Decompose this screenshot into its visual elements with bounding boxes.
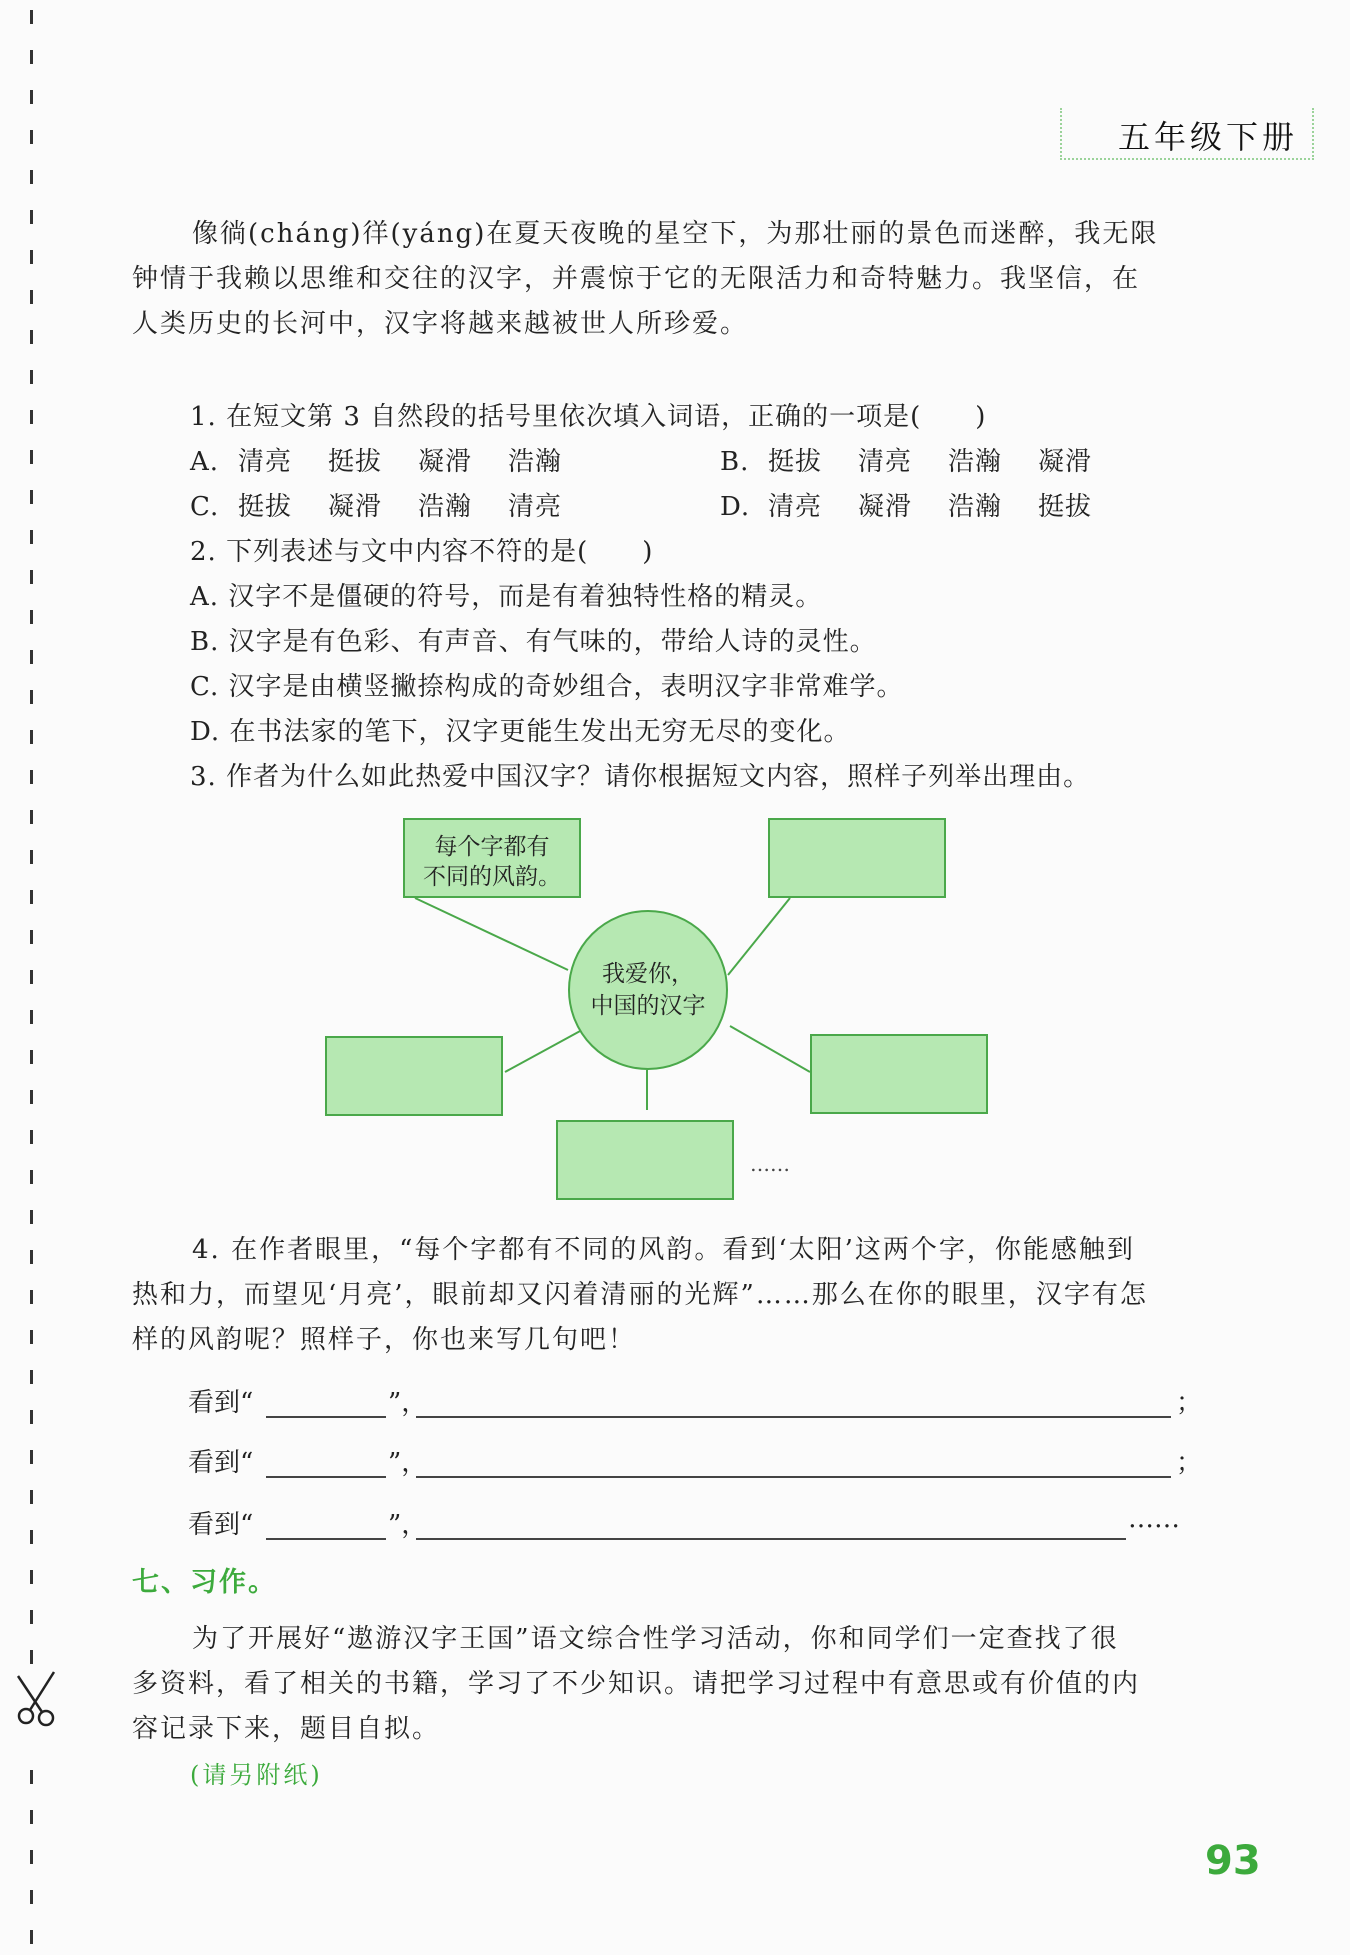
cut-line-dash bbox=[30, 90, 33, 104]
passage-line-2: 钟情于我赖以思维和交往的汉字，并震惊于它的无限活力和奇特魅力。我坚信，在 bbox=[132, 264, 1141, 294]
center-circle bbox=[568, 910, 728, 1070]
q4-line-2: 热和力，而望见‘月亮’，眼前却又闪着清丽的光辉”……那么在你的眼里，汉字有怎 bbox=[132, 1280, 1148, 1310]
cut-line-dash bbox=[30, 1050, 33, 1064]
cut-line bbox=[30, 10, 36, 1950]
cut-line-dash bbox=[30, 250, 33, 264]
fill-blank-word[interactable] bbox=[266, 1538, 386, 1540]
cut-line-dash bbox=[30, 1650, 33, 1664]
cut-line-dash bbox=[30, 850, 33, 864]
q1-option-a: A. 清亮 挺拔 凝滑 浩瀚 bbox=[190, 447, 563, 477]
fill-label: 看到“ bbox=[188, 1388, 254, 1418]
answer-box-left[interactable] bbox=[325, 1036, 503, 1116]
fill-end: ； bbox=[1176, 1388, 1203, 1418]
cut-line-dash bbox=[30, 1370, 33, 1384]
cut-line-dash bbox=[30, 610, 33, 624]
fill-row-2 bbox=[188, 1442, 1203, 1482]
cut-line-dash bbox=[30, 1410, 33, 1424]
cut-line-dash bbox=[30, 210, 33, 224]
fill-close: ”， bbox=[388, 1510, 428, 1540]
cut-line-dash bbox=[30, 1570, 33, 1584]
fill-row-3 bbox=[188, 1504, 1188, 1544]
cut-line-dash bbox=[30, 170, 33, 184]
cut-line-dash bbox=[30, 1090, 33, 1104]
cut-line-dash bbox=[30, 50, 33, 64]
scissors-icon bbox=[14, 1668, 62, 1728]
section7-line-3: 容记录下来，题目自拟。 bbox=[132, 1714, 441, 1744]
fill-end: ； bbox=[1176, 1448, 1203, 1478]
fill-blank-word[interactable] bbox=[266, 1416, 386, 1418]
cut-line-dash bbox=[30, 450, 33, 464]
q3-stem: 3. 作者为什么如此热爱中国汉字？请你根据短文内容，照样子列举出理由。 bbox=[190, 762, 1091, 792]
answer-box-right[interactable] bbox=[810, 1034, 988, 1114]
cut-line-dash bbox=[30, 650, 33, 664]
cut-line-dash bbox=[30, 810, 33, 824]
answer-box-bottom[interactable] bbox=[556, 1120, 734, 1200]
center-line-1: 我爱你， bbox=[602, 961, 694, 987]
q4-line-3: 样的风韵呢？照样子，你也来写几句吧！ bbox=[132, 1325, 637, 1355]
passage-line-1: 像徜(cháng)徉(yáng)在夏天夜晚的星空下，为那壮丽的景色而迷醉，我无限 bbox=[192, 219, 1159, 249]
cut-line-dash bbox=[30, 730, 33, 744]
cut-line-dash bbox=[30, 930, 33, 944]
passage bbox=[132, 212, 1192, 347]
grade-tag-text: 五年级下册 bbox=[1117, 118, 1298, 156]
fill-blank-word[interactable] bbox=[266, 1476, 386, 1478]
q2-option-b: B. 汉字是有色彩、有声音、有气味的，带给人诗的灵性。 bbox=[190, 627, 877, 657]
q1-option-b: B. 挺拔 清亮 浩瀚 凝滑 bbox=[720, 447, 1093, 477]
reasons-diagram bbox=[320, 810, 1000, 1210]
cut-line-dash bbox=[30, 1890, 33, 1904]
cut-line-dash bbox=[30, 490, 33, 504]
section7-line-2: 多资料，看了相关的书籍，学习了不少知识。请把学习过程中有意思或有价值的内 bbox=[132, 1669, 1141, 1699]
section7-line-1: 为了开展好“遨游汉字王国”语文综合性学习活动，你和同学们一定查找了很 bbox=[192, 1624, 1119, 1654]
q2-option-a: A. 汉字不是僵硬的符号，而是有着独特性格的精灵。 bbox=[190, 582, 823, 612]
example-line-1: 每个字都有 bbox=[434, 834, 550, 860]
cut-line-dash bbox=[30, 10, 33, 24]
cut-line-dash bbox=[30, 1810, 33, 1824]
cut-line-dash bbox=[30, 290, 33, 304]
q2-option-d: D. 在书法家的笔下，汉字更能生发出无穷无尽的变化。 bbox=[190, 717, 851, 747]
cut-line-dash bbox=[30, 690, 33, 704]
fill-label: 看到“ bbox=[188, 1448, 254, 1478]
cut-line-dash bbox=[30, 130, 33, 144]
cut-line-dash bbox=[30, 1930, 33, 1944]
cut-line-dash bbox=[30, 370, 33, 384]
answer-box-top-right[interactable] bbox=[768, 818, 946, 898]
cut-line-dash bbox=[30, 1130, 33, 1144]
page-number: 93 bbox=[1205, 1838, 1261, 1884]
cut-line-dash bbox=[30, 330, 33, 344]
fill-end-ellipsis: …… bbox=[1128, 1504, 1180, 1534]
q2-option-c: C. 汉字是由横竖撇捺构成的奇妙组合，表明汉字非常难学。 bbox=[190, 672, 904, 702]
q4-text bbox=[132, 1228, 1192, 1363]
center-line-2: 中国的汉字 bbox=[590, 993, 706, 1019]
diagram-ellipsis: …… bbox=[750, 1152, 790, 1176]
fill-close: ”， bbox=[388, 1388, 428, 1418]
cut-line-dash bbox=[30, 1610, 33, 1624]
cut-line-dash bbox=[30, 1330, 33, 1344]
cut-line-dash bbox=[30, 1450, 33, 1464]
cut-line-dash bbox=[30, 410, 33, 424]
passage-line-3: 人类历史的长河中，汉字将越来越被世人所珍爱。 bbox=[132, 309, 749, 339]
example-reason-box bbox=[403, 818, 581, 898]
fill-label: 看到“ bbox=[188, 1510, 254, 1540]
attach-paper-note: (请另附纸) bbox=[190, 1761, 323, 1789]
cut-line-dash bbox=[30, 1010, 33, 1024]
q1-option-c: C. 挺拔 凝滑 浩瀚 清亮 bbox=[190, 492, 563, 522]
cut-line-dash bbox=[30, 530, 33, 544]
fill-close: ”， bbox=[388, 1448, 428, 1478]
fill-row-1 bbox=[188, 1382, 1203, 1422]
grade-tag bbox=[1060, 108, 1314, 160]
fill-blank-sentence[interactable] bbox=[416, 1416, 1171, 1418]
example-line-2: 不同的风韵。 bbox=[423, 864, 561, 890]
section-heading: 七、习作。 bbox=[132, 1567, 277, 1598]
q1-stem: 1. 在短文第 3 自然段的括号里依次填入词语，正确的一项是( ) bbox=[190, 402, 987, 432]
section7-text bbox=[132, 1617, 1192, 1752]
cut-line-dash bbox=[30, 1850, 33, 1864]
cut-line-dash bbox=[30, 570, 33, 584]
fill-blank-sentence[interactable] bbox=[416, 1476, 1171, 1478]
cut-line-dash bbox=[30, 1290, 33, 1304]
fill-blank-sentence[interactable] bbox=[416, 1538, 1126, 1540]
cut-line-dash bbox=[30, 1770, 33, 1784]
q1-option-d: D. 清亮 凝滑 浩瀚 挺拔 bbox=[720, 492, 1093, 522]
q4-line-1: 4. 在作者眼里，“每个字都有不同的风韵。看到‘太阳’这两个字，你能感触到 bbox=[192, 1235, 1135, 1265]
cut-line-dash bbox=[30, 970, 33, 984]
cut-line-dash bbox=[30, 1490, 33, 1504]
cut-line-dash bbox=[30, 1210, 33, 1224]
cut-line-dash bbox=[30, 770, 33, 784]
q2-stem: 2. 下列表述与文中内容不符的是( ) bbox=[190, 537, 654, 567]
cut-line-dash bbox=[30, 890, 33, 904]
cut-line-dash bbox=[30, 1530, 33, 1544]
cut-line-dash bbox=[30, 1250, 33, 1264]
cut-line-dash bbox=[30, 1170, 33, 1184]
